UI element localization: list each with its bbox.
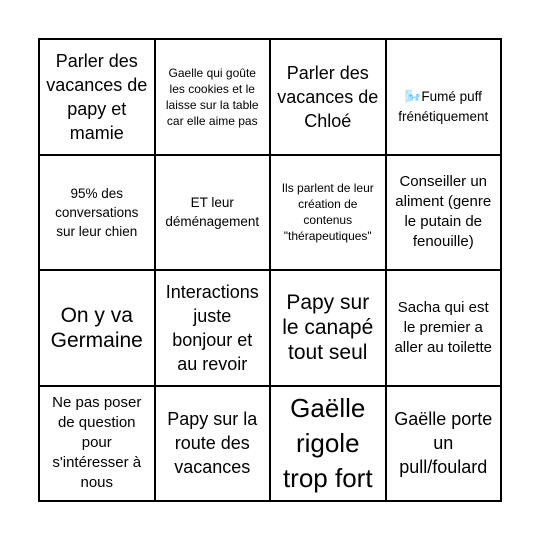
cell-text: Ne pas poser de question pour s'intéresser à nous bbox=[52, 394, 142, 492]
bingo-cell-3[interactable] bbox=[270, 39, 386, 155]
wind-face-icon: 🌬️ bbox=[404, 88, 422, 105]
bingo-cell-15[interactable] bbox=[270, 386, 386, 502]
cell-text: On y va Germaine bbox=[50, 303, 143, 352]
cell-text: Gaëlle porte un pull/foulard bbox=[394, 409, 493, 478]
bingo-cell-10[interactable] bbox=[155, 270, 271, 386]
bingo-cell-9[interactable] bbox=[39, 270, 155, 386]
bingo-cell-14[interactable] bbox=[155, 386, 271, 502]
bingo-cell-1[interactable] bbox=[39, 39, 155, 155]
bingo-cell-13[interactable] bbox=[39, 386, 155, 502]
cell-text: Conseiller un aliment (genre le putain de fenouille) bbox=[395, 173, 492, 251]
cell-text: ET leur déménagement bbox=[165, 195, 260, 230]
bingo-cell-8[interactable] bbox=[386, 155, 502, 271]
cell-text: Ils parlent de leur création de contenus "thérapeutiques" bbox=[281, 181, 374, 244]
bingo-cell-12[interactable] bbox=[386, 270, 502, 386]
bingo-cell-6[interactable] bbox=[155, 155, 271, 271]
cell-text: Parler des vacances de papy et mamie bbox=[46, 50, 148, 143]
bingo-cell-11[interactable] bbox=[270, 270, 386, 386]
cell-text: Papy sur la route des vacances bbox=[167, 409, 258, 478]
cell-text: 95% des conversations sur leur chien bbox=[55, 185, 139, 239]
bingo-cell-4[interactable] bbox=[386, 39, 502, 155]
cell-text: Papy sur le canapé tout seul bbox=[282, 291, 374, 365]
bingo-cell-7[interactable] bbox=[270, 155, 386, 271]
bingo-cell-16[interactable] bbox=[386, 386, 502, 502]
bingo-cell-2[interactable] bbox=[155, 39, 271, 155]
cell-text: Gaëlle rigole trop fort bbox=[282, 392, 373, 493]
cell-text: Gaelle qui goûte les cookies et le laisse sur la table car elle aime pas bbox=[165, 65, 259, 128]
cell-text: Interactions juste bonjour et au revoir bbox=[165, 281, 259, 374]
bingo-cell-5[interactable] bbox=[39, 155, 155, 271]
bingo-grid bbox=[38, 38, 502, 502]
cell-text: Fumé puff frénétiquement bbox=[398, 88, 489, 124]
cell-text: Sacha qui est le premier a aller au toilette bbox=[394, 298, 493, 356]
cell-text: Parler des vacances de Chloé bbox=[277, 62, 379, 131]
